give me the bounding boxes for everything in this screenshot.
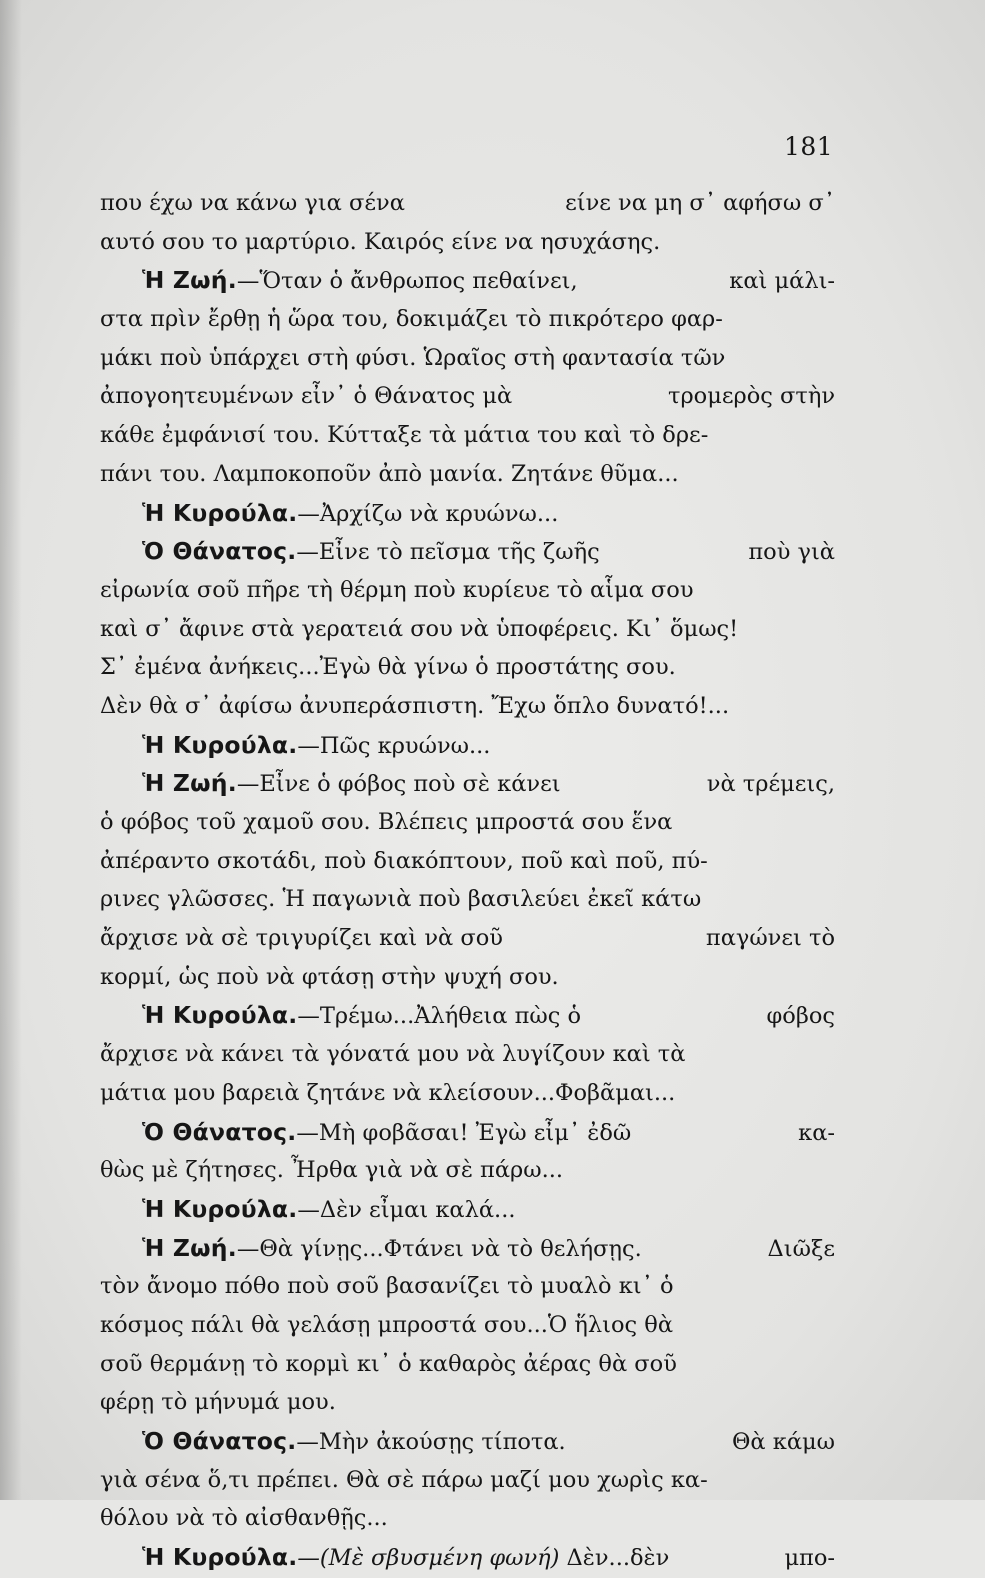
text-line xyxy=(100,300,835,339)
line-lead xyxy=(100,1461,708,1500)
line-lead xyxy=(142,1538,669,1578)
text-line xyxy=(100,1074,835,1113)
line-lead xyxy=(142,1422,566,1462)
line-text: —Ὅταν ὁ ἄνθρωπος πεθαίνει, xyxy=(236,268,578,295)
line-lead xyxy=(100,1267,674,1306)
speaker-name: Ἡ Κυρούλα. xyxy=(142,1194,298,1223)
line-text: μάτια μου βαρειὰ ζητάνε νὰ κλείσουν...Φοβᾶμαι... xyxy=(100,1079,676,1106)
speaker-name: Ὁ Θάνατος. xyxy=(142,1427,297,1455)
text-line xyxy=(100,919,835,958)
text-line xyxy=(100,610,835,649)
page-number: 181 xyxy=(784,132,834,161)
line-text-tail: φόβος xyxy=(766,1003,835,1030)
line-lead xyxy=(100,455,679,494)
text-line xyxy=(100,339,835,378)
line-text-tail: Διῶξε xyxy=(767,1235,835,1262)
line-lead xyxy=(100,958,559,997)
line-text-tail: τρομερὸς στὴν xyxy=(668,383,835,410)
line-text: —Μὴν ἀκούσῃς τίποτα. xyxy=(296,1429,566,1455)
line-text: ἄρχισε νὰ κάνει τὰ γόνατά μου νὰ λυγίζουν καὶ τὰ xyxy=(100,1041,686,1068)
text-line xyxy=(100,1229,835,1268)
line-lead xyxy=(100,416,708,455)
line-lead xyxy=(100,223,660,262)
line-lead xyxy=(100,1306,673,1345)
text-line xyxy=(100,648,835,687)
dialogue-text xyxy=(100,184,835,1577)
line-text: —Εἶνε τὸ πεῖσμα τῆς ζωῆς xyxy=(296,539,600,566)
text-line xyxy=(100,958,835,997)
line-lead xyxy=(142,261,578,301)
line-text: πάνι του. Λαμποκοποῦν ἀπὸ μανία. Ζητάνε θῦμα... xyxy=(100,460,679,487)
line-lead xyxy=(100,842,708,881)
text-line xyxy=(100,803,835,842)
line-text: Δὲν θὰ σ᾽ ἀφίσω ἀνυπεράσπιστη. Ἔχω ὅπλο δυνατό!... xyxy=(100,692,730,719)
line-text: καὶ σ᾽ ἄφινε στὰ γερατειά σου νὰ ὑποφέρεις. Κι᾽ ὅμως! xyxy=(100,615,739,642)
text-line xyxy=(100,261,835,300)
line-lead xyxy=(142,532,600,572)
text-line xyxy=(100,1461,835,1500)
line-text: θόλου νὰ τὸ αἰσθανθῇς... xyxy=(100,1505,388,1532)
line-text: ἀπογοητευμένων εἶν᾽ ὁ Θάνατος μὰ xyxy=(100,383,513,410)
line-text: —Εἶνε ὁ φόβος ποὺ σὲ κάνει xyxy=(236,771,561,798)
line-text: τὸν ἄνομο πόθο ποὺ σοῦ βασανίζει τὸ μυαλὸ κι᾽ ὁ xyxy=(100,1273,674,1300)
text-line xyxy=(100,1383,835,1422)
line-lead xyxy=(100,339,725,378)
line-lead xyxy=(100,571,694,610)
line-lead xyxy=(100,1151,563,1190)
line-lead xyxy=(100,1499,388,1538)
text-line xyxy=(100,416,835,455)
line-lead xyxy=(100,1383,336,1422)
speaker-name: Ἡ Κυρούλα. xyxy=(142,1001,298,1030)
line-text-tail: Θὰ κάμω xyxy=(731,1429,835,1455)
line-text-tail: μπο- xyxy=(784,1545,835,1572)
line-lead xyxy=(142,1229,642,1269)
line-text: —Δὲν εἶμαι καλά... xyxy=(297,1196,516,1223)
stage-direction: —(Μὲ σβυσμένη φωνή) xyxy=(297,1545,560,1572)
text-line xyxy=(100,1538,835,1577)
line-lead xyxy=(100,1035,685,1074)
line-text: —Πῶς κρυώνω... xyxy=(297,732,491,759)
line-lead xyxy=(100,687,729,726)
line-lead xyxy=(100,184,405,223)
line-text: μάκι ποὺ ὑπάρχει στὴ φύσι. Ὡραῖος στὴ φαντασία τῶν xyxy=(100,344,726,371)
text-line xyxy=(100,455,835,494)
line-text-tail: κα- xyxy=(798,1119,835,1146)
line-lead xyxy=(100,300,723,339)
speaker-name: Ὁ Θάνατος. xyxy=(142,1117,297,1146)
text-line xyxy=(100,184,835,223)
text-line xyxy=(100,726,835,765)
text-line xyxy=(100,1499,835,1538)
binding-shadow xyxy=(0,0,22,1500)
line-text: Δὲν...δὲν xyxy=(559,1545,670,1572)
line-text: σοῦ θερμάνῃ τὸ κορμὶ κι᾽ ὁ καθαρὸς ἀέρας θὰ σοῦ xyxy=(100,1350,677,1377)
line-text: γιὰ σένα ὅ,τι πρέπει. Θὰ σὲ πάρω μαζί μου χωρὶς κα- xyxy=(100,1466,708,1493)
speaker-name: Ἡ Κυρούλα. xyxy=(142,498,298,527)
text-line xyxy=(100,377,835,416)
line-lead xyxy=(142,1113,631,1153)
line-text: θὼς μὲ ζήτησες. Ἦρθα γιὰ νὰ σὲ πάρω... xyxy=(100,1157,564,1184)
speaker-name: Ὁ Θάνατος. xyxy=(142,537,297,566)
line-text: Σ᾽ ἐμένα ἀνήκεις...Ἐγὼ θὰ γίνω ὁ προστάτης σου. xyxy=(100,654,676,681)
line-text: κόσμος πάλι θὰ γελάσῃ μπροστά σου...Ὁ ἥλιος θὰ xyxy=(100,1311,674,1338)
line-text: φέρῃ τὸ μήνυμά μου. xyxy=(100,1389,336,1416)
speaker-name: Ἡ Κυρούλα. xyxy=(142,1543,298,1572)
text-line xyxy=(100,1190,835,1229)
speaker-name: Ἡ Ζωή. xyxy=(142,769,237,798)
line-text: κορμί, ὡς ποὺ νὰ φτάσῃ στὴν ψυχή σου. xyxy=(100,963,559,990)
line-lead xyxy=(142,996,581,1036)
text-line xyxy=(100,1422,835,1461)
line-text: στα πρὶν ἔρθῃ ἡ ὥρα του, δοκιμάζει τὸ πικρότερο φαρ- xyxy=(100,306,723,333)
line-text-tail: καὶ μάλι- xyxy=(729,268,835,295)
text-line xyxy=(100,996,835,1035)
line-lead xyxy=(100,1345,677,1384)
line-lead xyxy=(100,803,672,842)
text-line xyxy=(100,494,835,533)
line-text: —Θὰ γίνῃς...Φτάνει νὰ τὸ θελήσῃς. xyxy=(236,1235,642,1262)
text-line xyxy=(100,223,835,262)
text-line xyxy=(100,1267,835,1306)
text-line xyxy=(100,842,835,881)
text-line xyxy=(100,532,835,571)
text-line xyxy=(100,1151,835,1190)
line-lead xyxy=(100,648,676,687)
line-text: κάθε ἐμφάνισί του. Κύτταξε τὰ μάτια του καὶ τὸ δρε- xyxy=(100,422,709,449)
text-line xyxy=(100,571,835,610)
line-text: εἰρωνία σοῦ πῆρε τὴ θέρμη ποὺ κυρίευε τὸ αἷμα σου xyxy=(100,576,694,603)
line-text: ἄρχισε νὰ σὲ τριγυρίζει καὶ νὰ σοῦ xyxy=(100,925,503,952)
line-text: αυτό σου το μαρτύριο. Καιρός είνε να ησυχάσης. xyxy=(100,228,661,255)
line-text: —Μὴ φοβᾶσαι! Ἐγὼ εἶμ᾽ ἐδῶ xyxy=(296,1119,632,1146)
line-text: που έχω να κάνω για σένα xyxy=(100,190,405,216)
line-lead xyxy=(100,1074,675,1113)
text-line xyxy=(100,1113,835,1152)
line-text-tail: είνε να μη σ᾽ αφήσω σ᾽ xyxy=(565,190,835,216)
line-lead xyxy=(100,880,701,919)
text-line xyxy=(100,687,835,726)
text-line xyxy=(100,1035,835,1074)
line-lead xyxy=(142,726,490,766)
speaker-name: Ἡ Κυρούλα. xyxy=(142,730,298,759)
text-line xyxy=(100,1345,835,1384)
line-text: ὁ φόβος τοῦ χαμοῦ σου. Βλέπεις μπροστά σου ἕνα xyxy=(100,809,673,835)
line-lead xyxy=(100,377,512,416)
line-lead xyxy=(142,764,561,804)
line-lead xyxy=(100,919,503,958)
line-text: ρινες γλῶσσες. Ἡ παγωνιὰ ποὺ βασιλεύει ἐκεῖ κάτω xyxy=(100,886,702,913)
line-text: —Τρέμω...Ἀλήθεια πὼς ὁ xyxy=(297,1003,582,1030)
line-text: ἀπέραντο σκοτάδι, ποὺ διακόπτουν, ποῦ καὶ ποῦ, πύ- xyxy=(100,847,708,874)
speaker-name: Ἡ Ζωή. xyxy=(142,1233,237,1262)
line-lead xyxy=(142,494,558,534)
text-line xyxy=(100,764,835,803)
text-line xyxy=(100,880,835,919)
line-text-tail: νὰ τρέμεις, xyxy=(706,771,835,798)
line-text-tail: παγώνει τὸ xyxy=(705,925,835,952)
line-lead xyxy=(100,610,738,649)
line-lead xyxy=(142,1190,516,1230)
text-line xyxy=(100,1306,835,1345)
speaker-name: Ἡ Ζωή. xyxy=(142,266,237,295)
line-text: —Ἀρχίζω νὰ κρυώνω... xyxy=(297,500,559,527)
line-text-tail: ποὺ γιὰ xyxy=(748,539,835,566)
